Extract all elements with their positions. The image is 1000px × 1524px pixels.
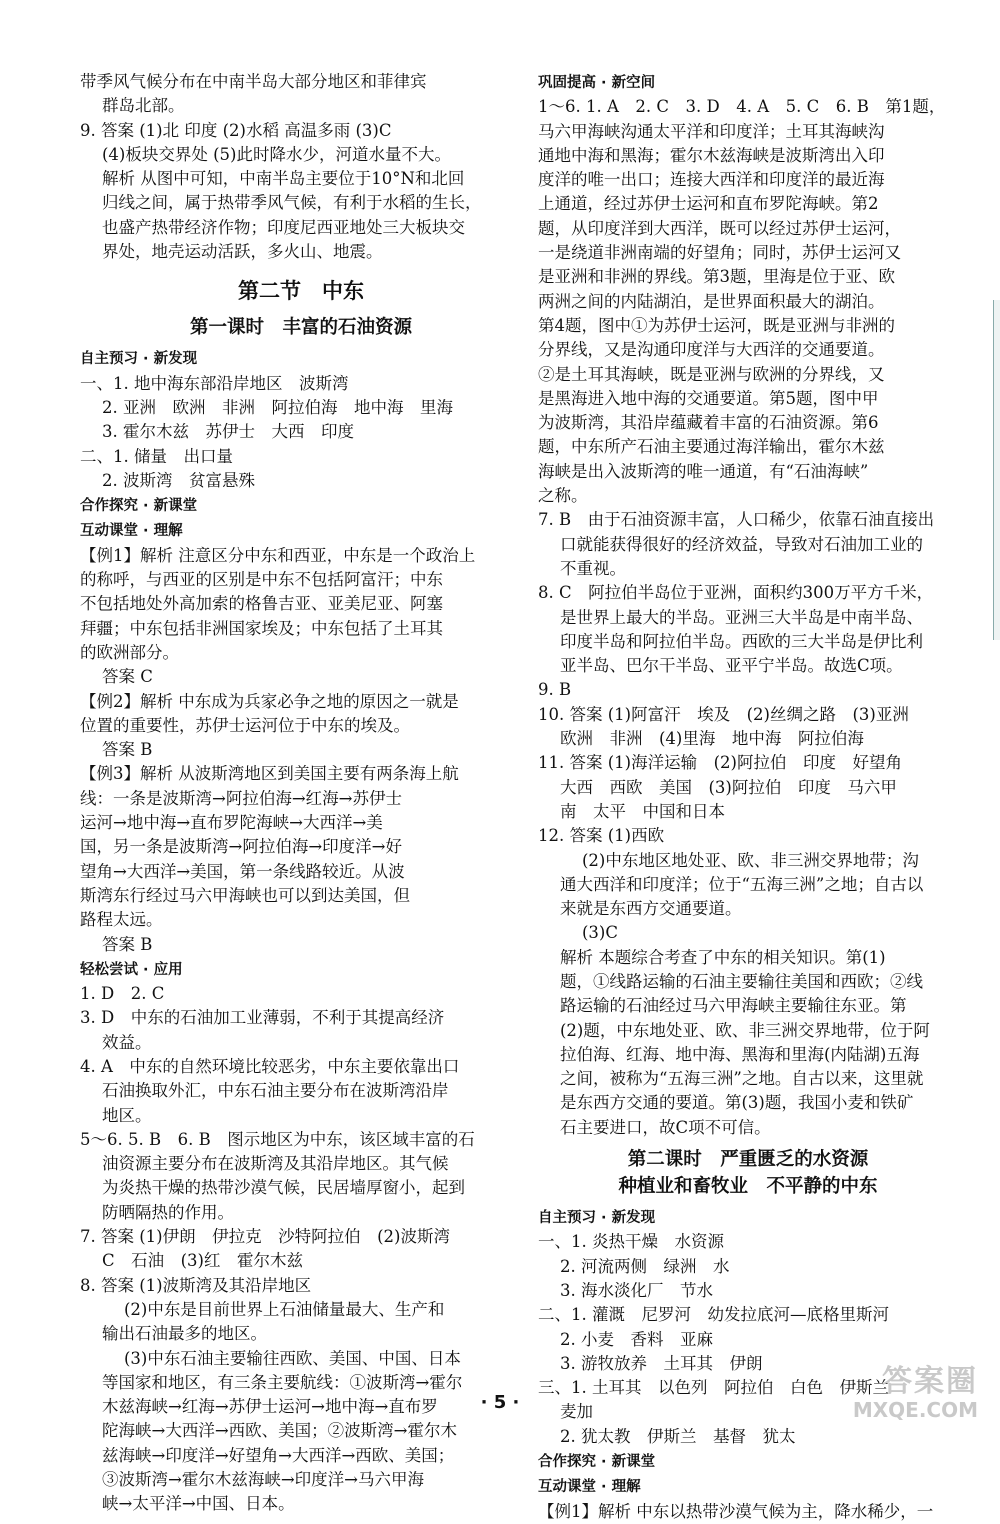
text-line: 大西 西欧 美国 (3)阿拉伯 印度 马六甲: [560, 777, 897, 797]
text-line: 海峡是出入波斯湾的唯一通道，有“石油海峡”: [538, 461, 869, 481]
try-line: 效益。: [102, 1032, 152, 1052]
page-edge-strip: [993, 300, 1000, 640]
example-line: 的称呼，与西亚的区别是中东不包括阿富汗；中东: [80, 570, 443, 590]
example-line: 望角→大西洋→美国，第一条线路较近。从波: [80, 861, 405, 881]
text-line: 来就是东西方交通要道。: [560, 899, 742, 919]
try-line: 7. 答案 (1)伊朗 伊拉克 沙特阿拉伯 (2)波斯湾: [80, 1227, 450, 1247]
preview-line: 3. 霍尔木兹 苏伊士 大西 印度: [102, 422, 354, 442]
watermark-url: MXQE.COM: [852, 1398, 978, 1422]
example-line: 不包括地处外高加索的格鲁吉亚、亚美尼亚、阿塞: [80, 594, 443, 614]
watermark-text: 答案圈: [882, 1364, 978, 1399]
analysis-line: 归线之间，属于热带季风气候，有利于水稻的生长，: [102, 193, 482, 213]
heading-cooperation: 合作探究 · 新课堂: [80, 498, 198, 515]
preview-line: 2. 波斯湾 贫富悬殊: [102, 470, 255, 490]
text-line: 印度半岛和阿拉伯半岛。西欧的三大半岛是伊比利: [560, 631, 923, 651]
preview-line: 3. 海水淡化厂 节水: [560, 1280, 713, 1300]
section-title: 第二节 中东: [238, 279, 364, 304]
example-line: 【例1】解析 注意区分中东和西亚，中东是一个政治上: [80, 545, 476, 565]
text-line: 第4题，图中①为苏伊士运河，既是亚洲与非洲的: [538, 315, 895, 335]
try-line: 地区。: [102, 1105, 152, 1125]
try-line: 木兹海峡→红海→苏伊士运河→地中海→直布罗: [102, 1397, 438, 1417]
example-line: 路程太远。: [80, 910, 163, 930]
heading-try: 轻松尝试 · 应用: [80, 961, 183, 978]
text-line: 之称。: [538, 486, 588, 506]
preview-line: 三、1. 土耳其 以色列 阿拉伯 白色 伊斯兰: [538, 1378, 889, 1398]
try-line: ③波斯湾→霍尔木兹海峡→印度洋→马六甲海: [102, 1470, 424, 1490]
text-line: 拉伯海、红海、地中海、黑海和里海(内陆湖)五海: [560, 1044, 920, 1064]
text-line: 马六甲海峡沟通太平洋和印度洋；土耳其海峡沟: [538, 121, 885, 141]
text-line: 之间，被称为“五海三洲”之地。自古以来，这里就: [560, 1069, 924, 1089]
example-line: 斯湾东行经过马六甲海峡也可以到达美国，但: [80, 885, 410, 905]
try-line: 峡→太平洋→中国、日本。: [102, 1494, 295, 1514]
text-line: 通地中海和黑海；霍尔木兹海峡是波斯湾出入印: [538, 145, 885, 165]
try-line: C 石油 (3)红 霍尔木兹: [102, 1251, 303, 1271]
try-line: 输出石油最多的地区。: [102, 1324, 267, 1344]
heading-interactive: 互动课堂 · 理解: [80, 523, 183, 540]
example-answer: 答案 B: [102, 740, 153, 760]
try-line: 1. D 2. C: [80, 984, 165, 1004]
preview-line: 麦加: [560, 1402, 593, 1422]
preview-line: 2. 犹太教 伊斯兰 基督 犹太: [560, 1426, 796, 1446]
text-line: 11. 答案 (1)海洋运输 (2)阿拉伯 印度 好望角: [538, 753, 902, 773]
text-line: 为波斯湾，其沿岸蕴藏着丰富的石油资源。第6: [538, 413, 879, 433]
answer-line: 9. 答案 (1)北 印度 (2)水稻 高温多雨 (3)C: [80, 120, 392, 140]
example-line: 线：一条是波斯湾→阿拉伯海→红海→苏伊士: [80, 788, 402, 808]
try-line: 防晒隔热的作用。: [102, 1202, 234, 1222]
analysis-line: 也盛产热带经济作物；印度尼西亚地处三大板块交: [102, 217, 465, 237]
try-line: 等国家和地区，有三条主要航线：①波斯湾→霍尔: [102, 1372, 463, 1392]
analysis-line: 界处，地壳运动活跃，多火山、地震。: [102, 242, 383, 262]
text-line: 是亚洲和非洲的界线。第3题，里海是位于亚、欧: [538, 267, 895, 287]
text-line: 群岛北部。: [102, 96, 185, 116]
text-line: 分界线，又是沟通印度洋与大西洋的交通要道。: [538, 340, 885, 360]
example-answer: 答案 C: [102, 667, 153, 687]
text-line: 亚半岛、巴尔干半岛、亚平宁半岛。故选C项。: [560, 656, 903, 676]
text-line: (2)题，中东地处亚、欧、非三洲交界地带，位于阿: [560, 1020, 930, 1040]
text-line: 题，中东所产石油主要通过海洋输出，霍尔木兹: [538, 437, 885, 457]
heading-consolidate: 巩固提高 · 新空间: [538, 75, 656, 91]
try-line: 5～6. 5. B 6. B 图示地区为中东，该区域丰富的石: [80, 1129, 475, 1149]
answer-line: (4)板块交界处 (5)此时降水少，河道水量不大。: [102, 144, 451, 164]
lesson-title: 第二课时 严重匮乏的水资源: [627, 1149, 869, 1171]
heading-interactive: 互动课堂 · 理解: [538, 1479, 641, 1496]
watermark-logo: [853, 1365, 978, 1421]
try-line: (2)中东是目前世界上石油储量最大、生产和: [124, 1299, 445, 1319]
text-line: (3)C: [582, 923, 618, 943]
text-line: 一是绕道非洲南端的好望角；同时，苏伊士运河又: [538, 243, 901, 263]
try-line: 4. A 中东的自然环境比较恶劣，中东主要依靠出口: [80, 1056, 460, 1076]
try-line: 为炎热干燥的热带沙漠气候，民居墙厚窗小，起到: [102, 1178, 465, 1198]
text-line: 口就能获得很好的经济效益，导致对石油加工业的: [560, 534, 923, 554]
example-line: 【例1】解析 中东以热带沙漠气候为主，降水稀少，一: [538, 1501, 934, 1521]
try-line: 8. 答案 (1)波斯湾及其沿岸地区: [80, 1275, 312, 1295]
preview-line: 二、1. 灌溉 尼罗河 幼发拉底河—底格里斯河: [538, 1305, 889, 1325]
text-line: 8. C 阿拉伯半岛位于亚洲，面积约300万平方千米，: [538, 583, 934, 603]
lesson-subtitle: 种植业和畜牧业 不平静的中东: [618, 1176, 878, 1198]
example-line: 拜疆；中东包括非洲国家埃及；中东包括了土耳其: [80, 618, 443, 638]
text-line: 是黑海进入地中海的交通要道。第5题，图中甲: [538, 388, 879, 408]
heading-self-preview: 自主预习 · 新发现: [80, 351, 198, 368]
text-line: 7. B 由于石油资源丰富，人口稀少，依靠石油直接出: [538, 510, 935, 530]
text-line: 10. 答案 (1)阿富汗 埃及 (2)丝绸之路 (3)亚洲: [538, 704, 909, 724]
text-line: 通大西洋和印度洋；位于“五海三洲”之地；自古以: [560, 874, 924, 894]
text-line: 两洲之间的内陆湖泊，是世界面积最大的湖泊。: [538, 291, 885, 311]
example-line: 运河→地中海→直布罗陀海峡→大西洋→美: [80, 813, 383, 833]
preview-line: 二、1. 储量 出口量: [80, 446, 233, 466]
left-column: [80, 70, 522, 1517]
example-line: 位置的重要性，苏伊士运河位于中东的埃及。: [80, 715, 410, 735]
text-line: 题，从印度洋到大西洋，既可以经过苏伊士运河，: [538, 218, 901, 238]
text-line: 12. 答案 (1)西欧: [538, 826, 665, 846]
lesson-title: 第一课时 丰富的石油资源: [189, 317, 412, 339]
text-line: (2)中东地区地处亚、欧、非三洲交界地带；沟: [582, 850, 919, 870]
try-line: 陀海峡→大西洋→西欧、美国；②波斯湾→霍尔木: [102, 1421, 457, 1441]
try-line: 兹海峡→印度洋→好望角→大西洋→西欧、美国；: [102, 1445, 455, 1465]
text-line: 题，①线路运输的石油主要输往美国和西欧；②线: [560, 971, 923, 991]
heading-cooperation: 合作探究 · 新课堂: [538, 1454, 656, 1471]
text-line: 是世界上最大的半岛。亚洲三大半岛是中南半岛、: [560, 607, 923, 627]
try-line: 油资源主要分布在波斯湾及其沿岸地区。其气候: [102, 1154, 449, 1174]
text-line: 路运输的石油经过马六甲海峡主要输往东亚。第: [560, 996, 907, 1016]
text-line: 9. B: [538, 680, 572, 700]
analysis-line: 解析 从图中可知，中南半岛主要位于10°N和北回: [102, 169, 465, 189]
text-line: 南 太平 中国和日本: [560, 801, 725, 821]
text-line: 1～6. 1. A 2. C 3. D 4. A 5. C 6. B 第1题，: [538, 97, 946, 117]
try-line: (3)中东石油主要输往西欧、美国、中国、日本: [124, 1348, 461, 1368]
example-answer: 答案 B: [102, 934, 153, 954]
heading-self-preview: 自主预习 · 新发现: [538, 1210, 656, 1227]
preview-line: 2. 亚洲 欧洲 非洲 阿拉伯海 地中海 里海: [102, 397, 453, 417]
text-line: 度洋的唯一出口；连接大西洋和印度洋的最近海: [538, 170, 885, 190]
text-line: 带季风气候分布在中南半岛大部分地区和菲律宾: [80, 72, 427, 91]
preview-line: 2. 河流两侧 绿洲 水: [560, 1256, 730, 1276]
try-line: 3. D 中东的石油加工业薄弱，不利于其提高经济: [80, 1008, 445, 1028]
page-number: · 5 ·: [480, 1392, 520, 1413]
preview-line: 一、1. 炎热干燥 水资源: [538, 1232, 724, 1252]
try-line: 石油换取外汇，中东石油主要分布在波斯湾沿岸: [102, 1081, 449, 1101]
text-line: 不重视。: [560, 558, 626, 578]
example-line: 的欧洲部分。: [80, 642, 179, 662]
preview-line: 3. 游牧放养 土耳其 伊朗: [560, 1353, 763, 1373]
right-column: [538, 70, 958, 1524]
example-line: 【例3】解析 从波斯湾地区到美国主要有两条海上航: [80, 764, 459, 784]
example-line: 国，另一条是波斯湾→阿拉伯海→印度洋→好: [80, 837, 402, 857]
text-line: 是东西方交通的要道。第(3)题，我国小麦和铁矿: [560, 1093, 914, 1113]
preview-line: 一、1. 地中海东部沿岸地区 波斯湾: [80, 373, 349, 393]
text-line: 解析 本题综合考查了中东的相关知识。第(1): [560, 947, 886, 967]
preview-line: 2. 小麦 香料 亚麻: [560, 1329, 713, 1349]
example-line: 【例2】解析 中东成为兵家必争之地的原因之一就是: [80, 691, 459, 711]
text-line: 石主要进口，故C项不可信。: [560, 1117, 771, 1137]
text-line: 欧洲 非洲 (4)里海 地中海 阿拉伯海: [560, 729, 864, 749]
text-line: 上通道，经过苏伊士运河和直布罗陀海峡。第2: [538, 194, 879, 214]
text-line: ②是土耳其海峡，既是亚洲与欧洲的分界线，又: [538, 364, 885, 384]
